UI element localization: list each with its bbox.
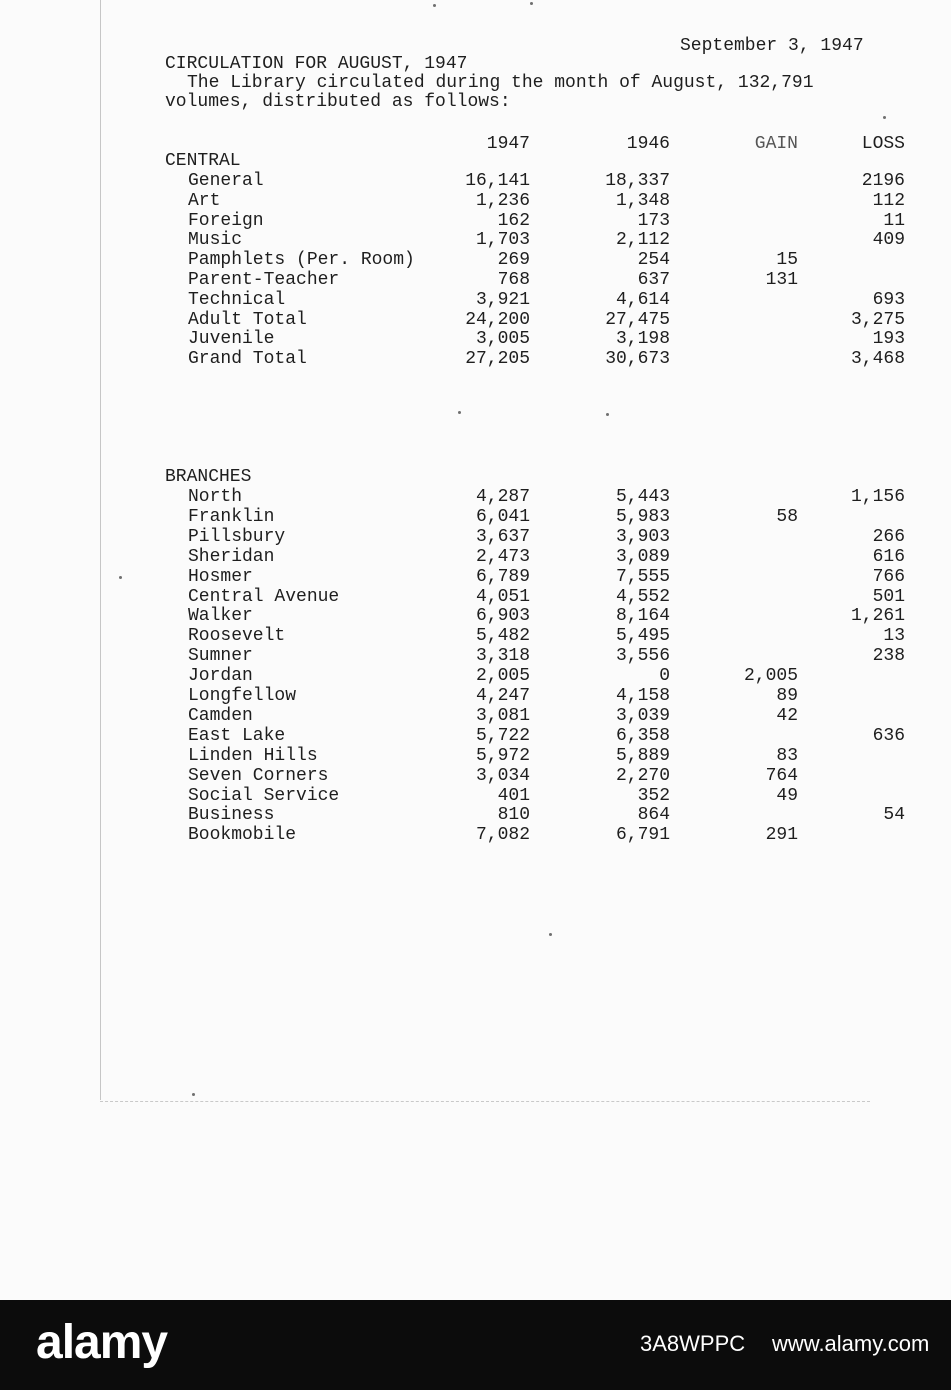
value-gain: 58: [776, 506, 798, 527]
value-loss: 13: [883, 626, 905, 647]
header-1947: 1947: [486, 134, 530, 154]
row-label: Pillsbury: [188, 526, 286, 547]
value-1946: 637: [637, 270, 670, 290]
value-1947: 4,051: [475, 586, 530, 607]
value-loss: 3,275: [850, 309, 905, 330]
value-loss: 11: [883, 210, 905, 231]
value-1946: 3,556: [615, 646, 670, 667]
ink-speck: [458, 411, 461, 414]
row-label: Grand Total: [188, 349, 307, 370]
value-1947: 6,041: [475, 506, 530, 527]
row-label: North: [188, 487, 243, 507]
value-1946: 7,555: [615, 566, 670, 587]
value-1946: 4,614: [615, 289, 670, 310]
row-label: Seven Corners: [188, 765, 329, 786]
row-label: Parent-Teacher: [188, 270, 340, 290]
value-1946: 3,089: [615, 546, 670, 567]
row-label: Hosmer: [188, 566, 253, 587]
row-label: Bookmobile: [188, 825, 297, 846]
value-loss: 193: [872, 329, 905, 350]
branches-heading: BRANCHES: [165, 467, 252, 487]
value-1947: 3,637: [475, 526, 530, 547]
value-1946: 27,475: [605, 309, 670, 330]
ink-speck: [119, 576, 122, 579]
value-1946: 5,443: [615, 487, 670, 507]
value-1946: 1,348: [615, 190, 670, 211]
value-gain: 83: [776, 745, 798, 766]
ink-speck: [883, 116, 886, 119]
value-loss: 2196: [861, 171, 905, 191]
row-label: Jordan: [188, 666, 253, 687]
value-1946: 18,337: [605, 171, 670, 191]
value-loss: 266: [872, 526, 905, 547]
row-label: Business: [188, 805, 275, 826]
value-1947: 162: [497, 210, 530, 231]
value-1947: 3,921: [475, 289, 530, 310]
value-gain: 764: [765, 765, 798, 786]
value-gain: 15: [776, 250, 798, 271]
row-label: Art: [188, 190, 221, 211]
row-label: Camden: [188, 705, 253, 726]
row-label: Sumner: [188, 646, 253, 667]
value-1947: 4,247: [475, 686, 530, 706]
value-1946: 3,903: [615, 526, 670, 547]
ink-speck: [192, 1093, 195, 1096]
header-loss: LOSS: [861, 134, 905, 154]
value-loss: 409: [872, 230, 905, 251]
value-1947: 3,081: [475, 705, 530, 726]
ink-speck: [606, 413, 609, 416]
value-1946: 2,270: [615, 765, 670, 786]
intro-line-2: volumes, distributed as follows:: [165, 92, 511, 112]
intro-line-1: The Library circulated during the month of August, 132,791: [187, 73, 814, 93]
value-1947: 7,082: [475, 825, 530, 846]
value-1947: 2,473: [475, 546, 530, 567]
ink-speck: [549, 933, 552, 936]
row-label: General: [188, 171, 264, 191]
value-1947: 1,703: [475, 230, 530, 251]
value-1947: 810: [497, 805, 530, 826]
value-1946: 6,791: [615, 825, 670, 846]
value-1946: 864: [637, 805, 670, 826]
value-gain: 89: [776, 686, 798, 706]
row-label: Sheridan: [188, 546, 275, 567]
value-1946: 5,889: [615, 745, 670, 766]
row-label: Longfellow: [188, 686, 297, 706]
value-1946: 4,552: [615, 586, 670, 607]
value-1946: 173: [637, 210, 670, 231]
row-label: Linden Hills: [188, 745, 318, 766]
image-id: 3A8WPPC: [640, 1331, 746, 1356]
value-gain: 131: [765, 270, 798, 290]
value-1947: 768: [497, 270, 530, 290]
value-1947: 16,141: [465, 171, 530, 191]
value-1946: 2,112: [615, 230, 670, 251]
value-loss: 616: [872, 546, 905, 567]
value-loss: 501: [872, 586, 905, 607]
value-loss: 54: [883, 805, 905, 826]
margin-line: [100, 0, 101, 1100]
value-1946: 6,358: [615, 725, 670, 746]
value-1947: 3,318: [475, 646, 530, 667]
value-1946: 5,495: [615, 626, 670, 647]
value-loss: 112: [872, 190, 905, 211]
value-1947: 3,034: [475, 765, 530, 786]
row-label: Pamphlets (Per. Room): [188, 250, 415, 271]
value-1947: 24,200: [465, 309, 530, 330]
bottom-rule: [100, 1101, 870, 1102]
value-1947: 27,205: [465, 349, 530, 370]
central-heading: CENTRAL: [165, 151, 241, 171]
row-label: Social Service: [188, 785, 340, 806]
row-label: Central Avenue: [188, 586, 340, 607]
value-loss: 3,468: [850, 349, 905, 370]
value-1947: 3,005: [475, 329, 530, 350]
value-1947: 269: [497, 250, 530, 271]
row-label: Juvenile: [188, 329, 275, 350]
value-1946: 3,039: [615, 705, 670, 726]
value-loss: 1,156: [850, 487, 905, 507]
value-1946: 4,158: [615, 686, 670, 706]
header-gain: GAIN: [754, 134, 798, 154]
value-1946: 5,983: [615, 506, 670, 527]
watermark-url: www.alamy.com: [772, 1331, 930, 1356]
value-1946: 30,673: [605, 349, 670, 370]
row-label: East Lake: [188, 725, 286, 746]
value-gain: 49: [776, 785, 798, 806]
row-label: Franklin: [188, 506, 275, 527]
value-1946: 8,164: [615, 606, 670, 627]
value-1947: 401: [497, 785, 530, 806]
value-loss: 636: [872, 725, 905, 746]
value-loss: 1,261: [850, 606, 905, 627]
row-label: Walker: [188, 606, 253, 627]
value-loss: 693: [872, 289, 905, 310]
value-1947: 5,722: [475, 725, 530, 746]
ink-speck: [530, 2, 533, 5]
ink-speck: [433, 4, 436, 7]
row-label: Technical: [188, 289, 286, 310]
value-1947: 5,482: [475, 626, 530, 647]
value-1947: 6,789: [475, 566, 530, 587]
value-1946: 352: [637, 785, 670, 806]
value-1947: 6,903: [475, 606, 530, 627]
document-date: September 3, 1947: [680, 36, 864, 56]
value-1947: 1,236: [475, 190, 530, 211]
row-label: Roosevelt: [188, 626, 286, 647]
value-gain: 42: [776, 705, 798, 726]
header-1946: 1946: [626, 134, 670, 154]
row-label: Music: [188, 230, 243, 251]
document-title: CIRCULATION FOR AUGUST, 1947: [165, 54, 468, 74]
value-1947: 4,287: [475, 487, 530, 507]
value-1947: 5,972: [475, 745, 530, 766]
value-loss: 766: [872, 566, 905, 587]
value-gain: 291: [765, 825, 798, 846]
value-1946: 3,198: [615, 329, 670, 350]
value-1946: 254: [637, 250, 670, 271]
row-label: Foreign: [188, 210, 264, 231]
value-loss: 238: [872, 646, 905, 667]
row-label: Adult Total: [188, 309, 307, 330]
alamy-logo: alamy: [36, 1316, 168, 1369]
value-1946: 0: [659, 666, 670, 687]
value-1947: 2,005: [475, 666, 530, 687]
value-gain: 2,005: [743, 666, 798, 687]
